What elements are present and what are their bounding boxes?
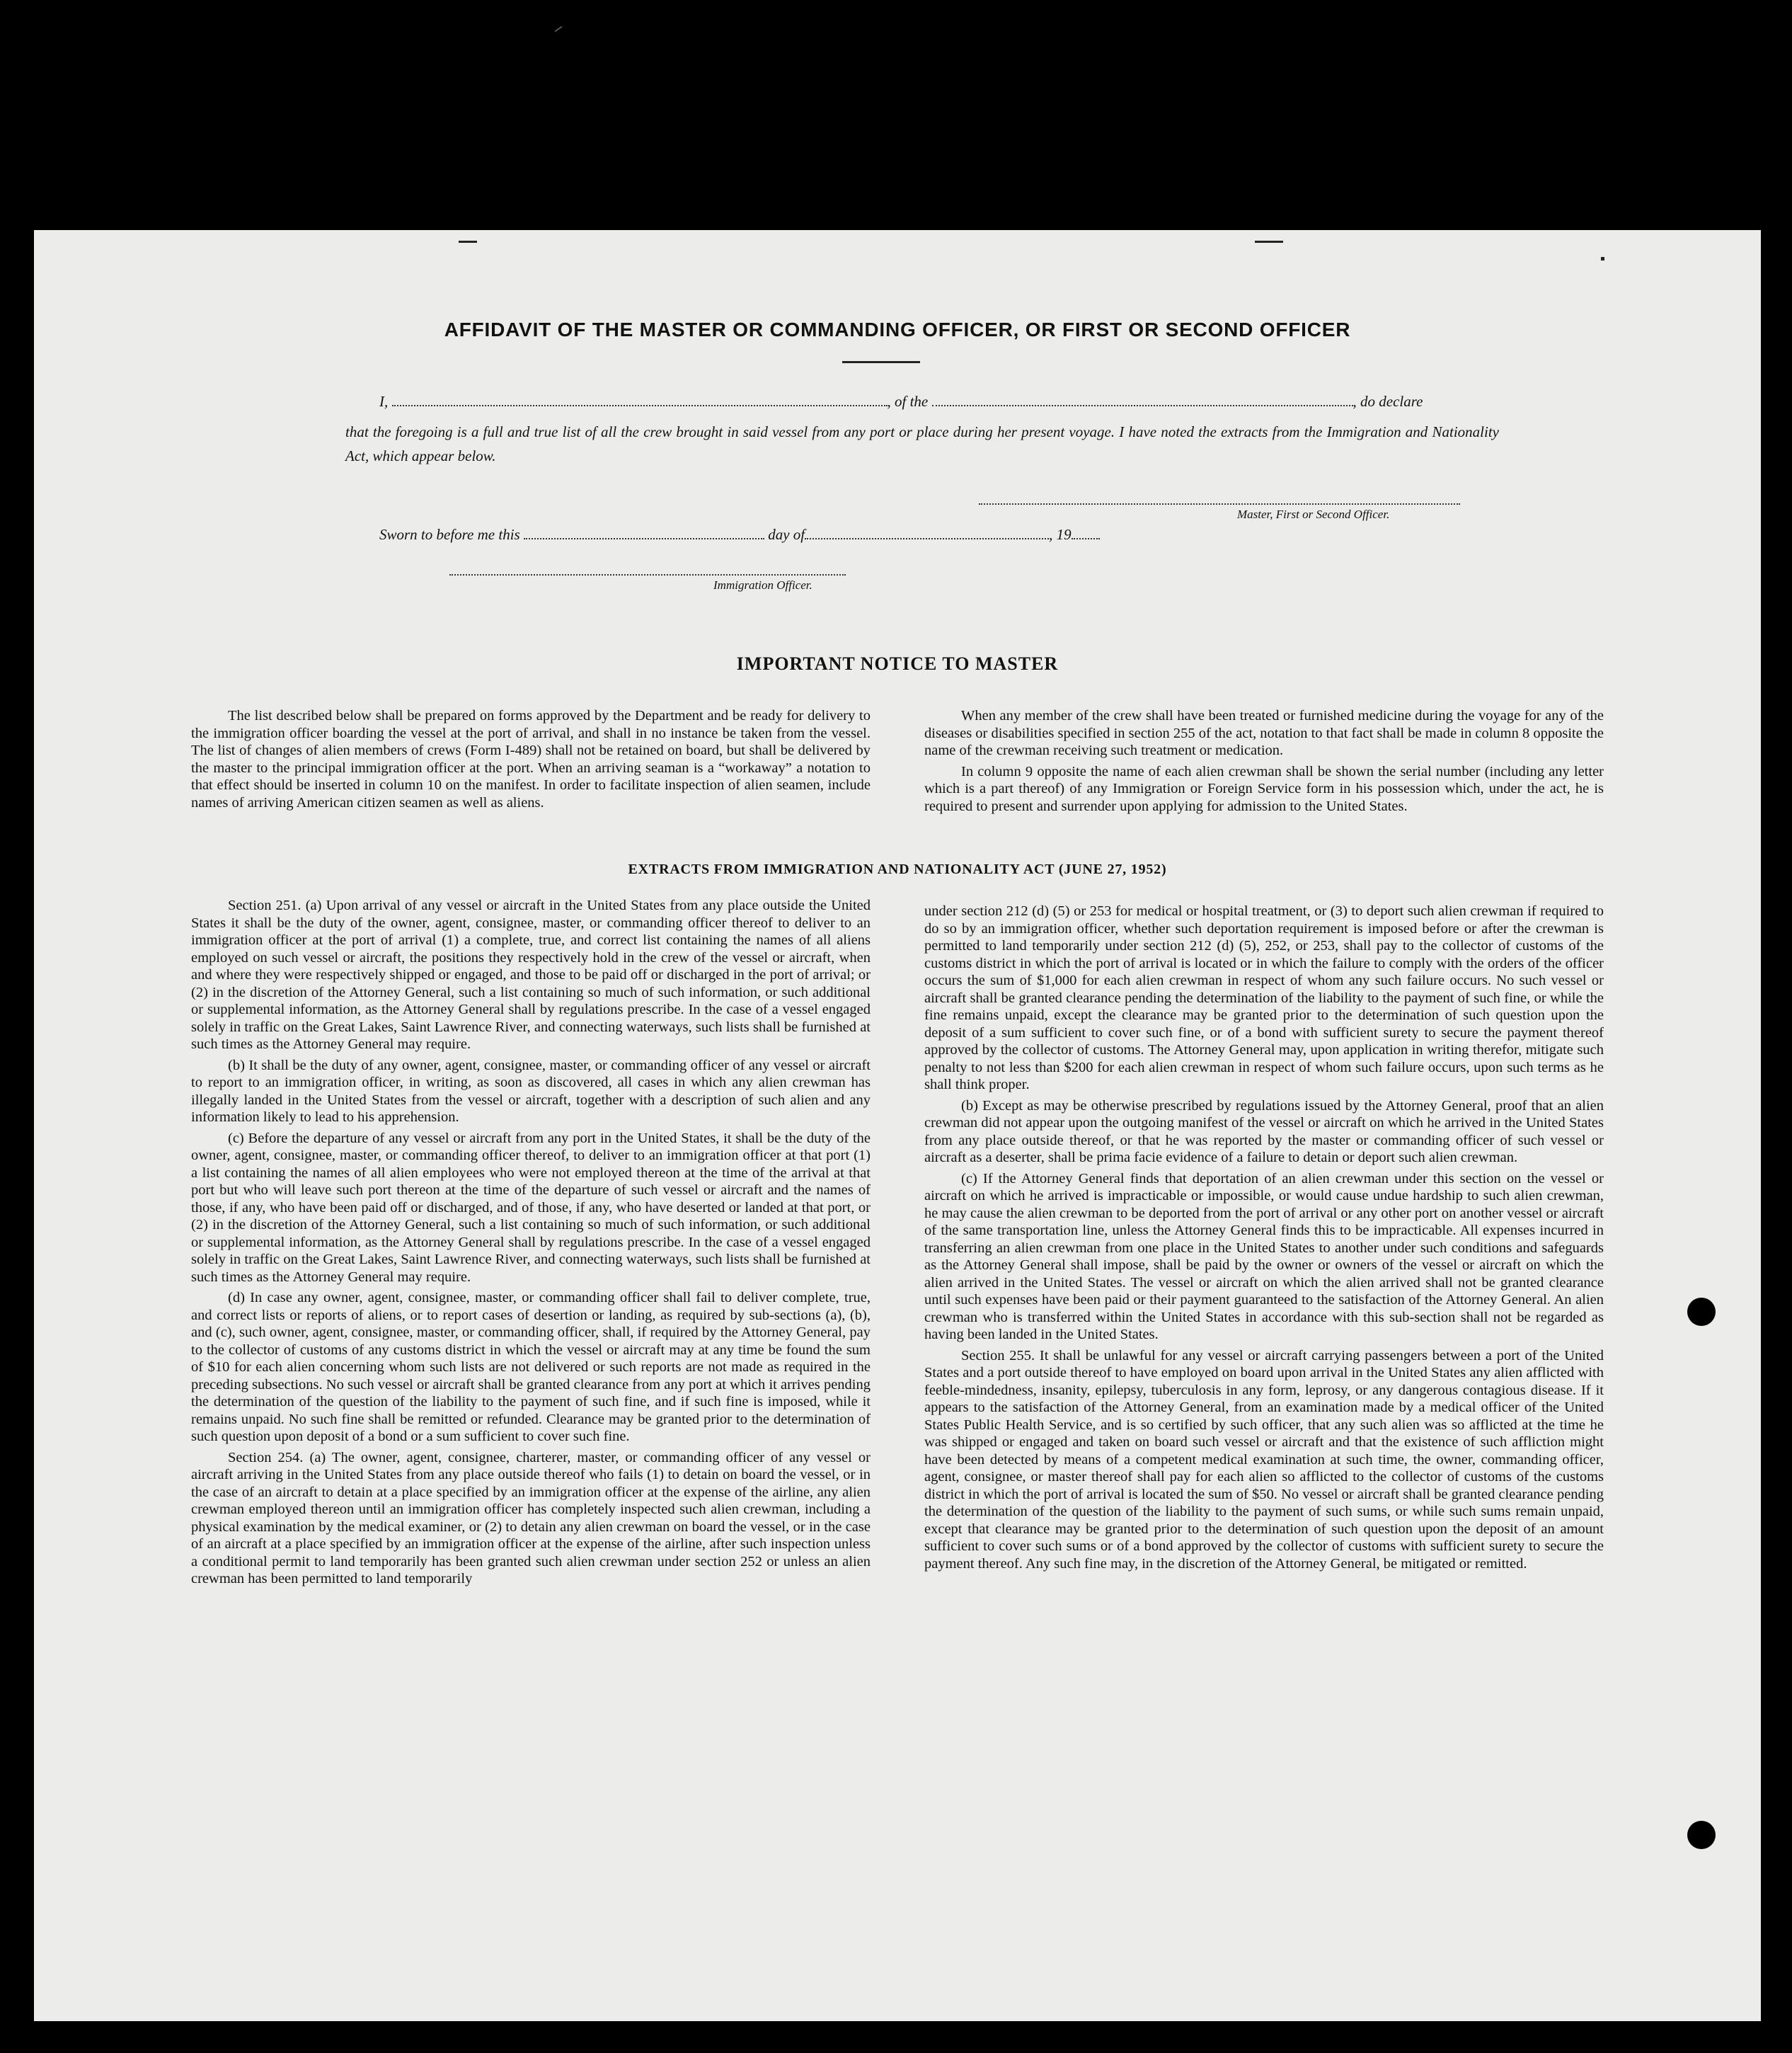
sworn-month-blank[interactable] [805,528,1049,539]
scan-speck [555,26,563,33]
extract-paragraph: (d) In case any owner, agent, consignee, master, or commanding officer shall fail to deliver complete, true, and correct lists or reports of aliens, or to report cases of desertion or landing, as required by sub-sections (a), (b), and (c), such owner, agent, consignee, master, or commanding officer, shall, if required by the Attorney General, pay to the collector of customs of any customs district in which the vessel or aircraft may at any time be found the sum of $10 for each alien concerning whom such lists are not delivered or such reports are not made as required in the preceding subsections. No such vessel or aircraft shall be granted clearance from any port at which it arrives pending the determination of the question of the liability to the payment of such fine, and if such fine is imposed, while it remains unpaid. No such fine shall be remitted or refunded. Clearance may be granted prior to the determination of such question upon deposit of a bond or a sum sufficient to cover such fine. [191,1290,871,1444]
affidavit-form-page [34,230,1761,2021]
extracts-right-column [924,903,1604,1572]
declaration-name-line [379,393,1423,411]
extract-paragraph: Section 254. (a) The owner, agent, consignee, charterer, master, or commanding officer of any vessel or aircraft arriving in the United States from any place outside thereof who fails (1) to detain on board the vessel, or in the case of an aircraft to detain at a place specified by an immigration officer at the expense of the airline, any alien crewman employed thereon until an immigration officer has completely inspected such alien crewman, including a physical examination by the medical examiner, or (2) to detain any alien crewman on board the vessel, or in the case of an aircraft at a place specified by an immigration officer at the expense of the airline, after such inspection unless a conditional permit to land temporarily has been granted such alien crewman under section 252 or unless an alien crewman has been permitted to land temporarily [191,1449,871,1586]
do-declare-label: , do declare [1352,393,1423,410]
scan-speck [459,241,477,243]
master-signature-line[interactable] [979,503,1460,505]
extract-paragraph: (b) It shall be the duty of any owner, agent, consignee, master, or commanding officer of any vessel or aircraft to report to an immigration officer, in writing, as soon as discovered, all cases in which any alien crewman has illegally landed in the United States from the vessel or aircraft, together with a description of such alien and any information likely to lead to his apprehension. [191,1057,871,1125]
notice-paragraph: The list described below shall be prepared on forms approved by the Department and be ready for delivery to the immigration officer boarding the vessel at the port of arrival, and shall in no instance be taken from the vessel. The list of changes of alien members of crews (Form I-489) shall not be retained on board, but shall be delivered by the master to the principal immigration officer at the port. When an arriving seaman is a “workaway” a notation to that effect should be inserted in column 10 on the manifest. In order to facilitate inspection of alien seamen, include names of arriving American citizen seamen as well as aliens. [191,708,871,811]
day-of-label: day of [768,526,805,543]
master-signature-caption: Master, First or Second Officer. [1237,508,1390,521]
notice-right-column [924,707,1604,815]
extract-paragraph: (c) Before the departure of any vessel or aircraft from any port in the United States, it shall be the duty of the owner, agent, consignee, master, or commanding officer thereof, to deliver to an immigration officer at that port (1) a list containing the names of all alien employees who were not employed thereon at the time of the arrival at that port but who will leave such port thereon at the time of the departure of such vessel or aircraft and the names of those, if any, who have been paid off or discharged, and of those, if any, who have deserted or landed at that port, or (2) in the discretion of the Attorney General, such a list containing so much of such information, or such additional or supplemental information, as the Attorney General shall by regulations prescribe. In the case of a vessel engaged solely in traffic on the Great Lakes, Saint Lawrence River, and connecting waterways, such lists shall be furnished at such times as the Attorney General may require. [191,1130,871,1285]
extract-paragraph: Section 251. (a) Upon arrival of any vessel or aircraft in the United States from any place outside the United States it shall be the duty of the owner, agent, consignee, master, or commanding officer thereof to deliver to an immigration officer at the port of arrival (1) a complete, true, and correct list containing the names of all aliens employed on such vessel or aircraft, the positions they respectively hold in the crew of the vessel or aircraft, when and where they were respectively shipped or engaged, and those to be paid off or discharged in the port of arrival; or (2) in the discretion of the Attorney General, such a list containing so much of such information, or such additional or supplemental information, as the Attorney General shall by regulations prescribe. In the case of a vessel engaged solely in traffic on the Great Lakes, Saint Lawrence River, and connecting waterways, such lists shall be furnished at such times as the Attorney General may require. [191,898,871,1052]
declaration-text: that the foregoing is a full and true list of all the crew brought in said vessel from any port or place during her present voyage. I have noted the extracts from the Immigration and Nationality Act, which appear below. [345,423,1499,464]
immigration-officer-caption: Immigration Officer. [713,578,812,592]
extract-paragraph: (b) Except as may be otherwise prescribed by regulations issued by the Attorney General, proof that an alien crewman did not appear upon the outgoing manifest of the vessel or aircraft on which he arrived in the United States from any place outside thereof, or that he was reported by the master or commanding officer of such vessel or aircraft as a deserter, shall be prima facie evidence of a failure to detain or deport such alien crewman. [924,1097,1604,1165]
notice-title: IMPORTANT NOTICE TO MASTER [736,653,1059,674]
affidavit-title: AFFIDAVIT OF THE MASTER OR COMMANDING OFFICER, OR FIRST OR SECOND OFFICER [444,319,1351,341]
sworn-line [379,526,1100,544]
extract-paragraph: under section 212 (d) (5) or 253 for medical or hospital treatment, or (3) to deport such alien crewman if required to do so by an immigration officer, whether such deportation requirement is imposed before or after the crewman is permitted to land temporarily under section 212 (d) (5), 252, or 253, shall pay to the collector of customs of the customs district in which the port of arrival is located or in which the failure to comply with the orders of the officer occurs the sum of $1,000 for each alien crewman in respect of whom any such failure occurs. No such vessel or aircraft shall be granted clearance pending the determination of the liability to the payment of such fine, or while the fine remains unpaid, except the clearance may be granted prior to the determination of such question upon the deposit of a sum sufficient to cover such fine, or of a bond with sufficient surety to secure the payment thereof approved by the collector of customs. The Attorney General may, upon application in writing therefor, mitigate such penalty to not less than $200 for each alien crewman in respect of whom such failure occurs, upon such terms as he shall think proper. [924,903,1604,1092]
sworn-label: Sworn to before me this [379,526,520,543]
sworn-day-blank[interactable] [524,528,764,539]
notice-paragraph: When any member of the crew shall have been treated or furnished medicine during the voyage for any of the diseases or disabilities specified in section 255 of the act, notation to that fact shall be made in column 8 opposite the name of the crewman receiving such treatment or medication. [924,708,1604,758]
punch-hole [1687,1298,1716,1326]
immigration-officer-signature-line[interactable] [449,574,846,576]
i-label: I, [379,393,389,410]
extracts-left-column [191,897,871,1588]
officer-name-blank[interactable] [392,395,888,406]
scan-speck [1601,257,1604,261]
punch-hole [1687,1821,1716,1849]
notice-paragraph: In column 9 opposite the name of each alien crewman shall be shown the serial number (including any letter which is a part thereof) of any Immigration or Foreign Service form in his possession which, under the act, he is required to present and surrender upon applying for admission to the United States. [924,763,1604,814]
notice-left-column [191,707,871,811]
of-the-label: , of the [887,393,929,410]
title-divider [842,361,920,363]
extracts-title: EXTRACTS FROM IMMIGRATION AND NATIONALITY ACT (JUNE 27, 1952) [628,862,1167,877]
sworn-year-blank[interactable] [1072,528,1100,539]
extract-paragraph: Section 255. It shall be unlawful for any vessel or aircraft carrying passengers between a port of the United States and a port outside thereof to have employed on board upon arrival in the United States any alien afflicted with feeble-mindedness, insanity, epilepsy, tuberculosis in any form, leprosy, or any dangerous contagious disease. If it appears to the satisfaction of the Attorney General, from an examination made by a medical officer of the United States Public Health Service, and is so certified by such officer, that any such alien was so afflicted at the time he was shipped or engaged and taken on board such vessel or aircraft and that the existence of such affliction might have been detected by means of a competent medical examination at such time, the owner, commanding officer, agent, consignee, or master thereof shall pay for each alien so afflicted to the collector of customs of the customs district in which the port of arrival is located the sum of $50. No vessel or aircraft shall be granted clearance pending the determination of the question of the liability to the payment of such sums, or while such sums remain unpaid, except that clearance may be granted prior to the determination of such question upon the deposit of an amount sufficient to cover such sums or of a bond approved by the collector of customs with sufficient surety to secure the payment thereof. Any such fine may, in the discretion of the Attorney General, be mitigated or remitted. [924,1347,1604,1572]
year-label: , 19 [1049,526,1072,543]
vessel-name-blank[interactable] [932,395,1353,406]
scan-speck [1255,241,1283,243]
extract-paragraph: (c) If the Attorney General finds that deportation of an alien crewman under this section on the vessel or aircraft on which he arrived is impracticable or impossible, or would cause undue hardship to such alien crewman, he may cause the alien crewman to be deported from the port of arrival or any other port on another vessel or aircraft of the same transportation line, unless the Attorney General finds this to be impracticable. All expenses incurred in transferring an alien crewman from one place in the United States to another under such conditions and safeguards as the Attorney General shall impose, shall be paid by the owner or owners of the vessel or aircraft on which the alien arrived in the United States. The vessel or aircraft on which the alien arrived shall not be granted clearance until such expenses have been paid or their payment guaranteed to the satisfaction of the Attorney General. An alien crewman who is transferred within the United States in accordance with this sub-section shall not be regarded as having been landed in the United States. [924,1170,1604,1342]
